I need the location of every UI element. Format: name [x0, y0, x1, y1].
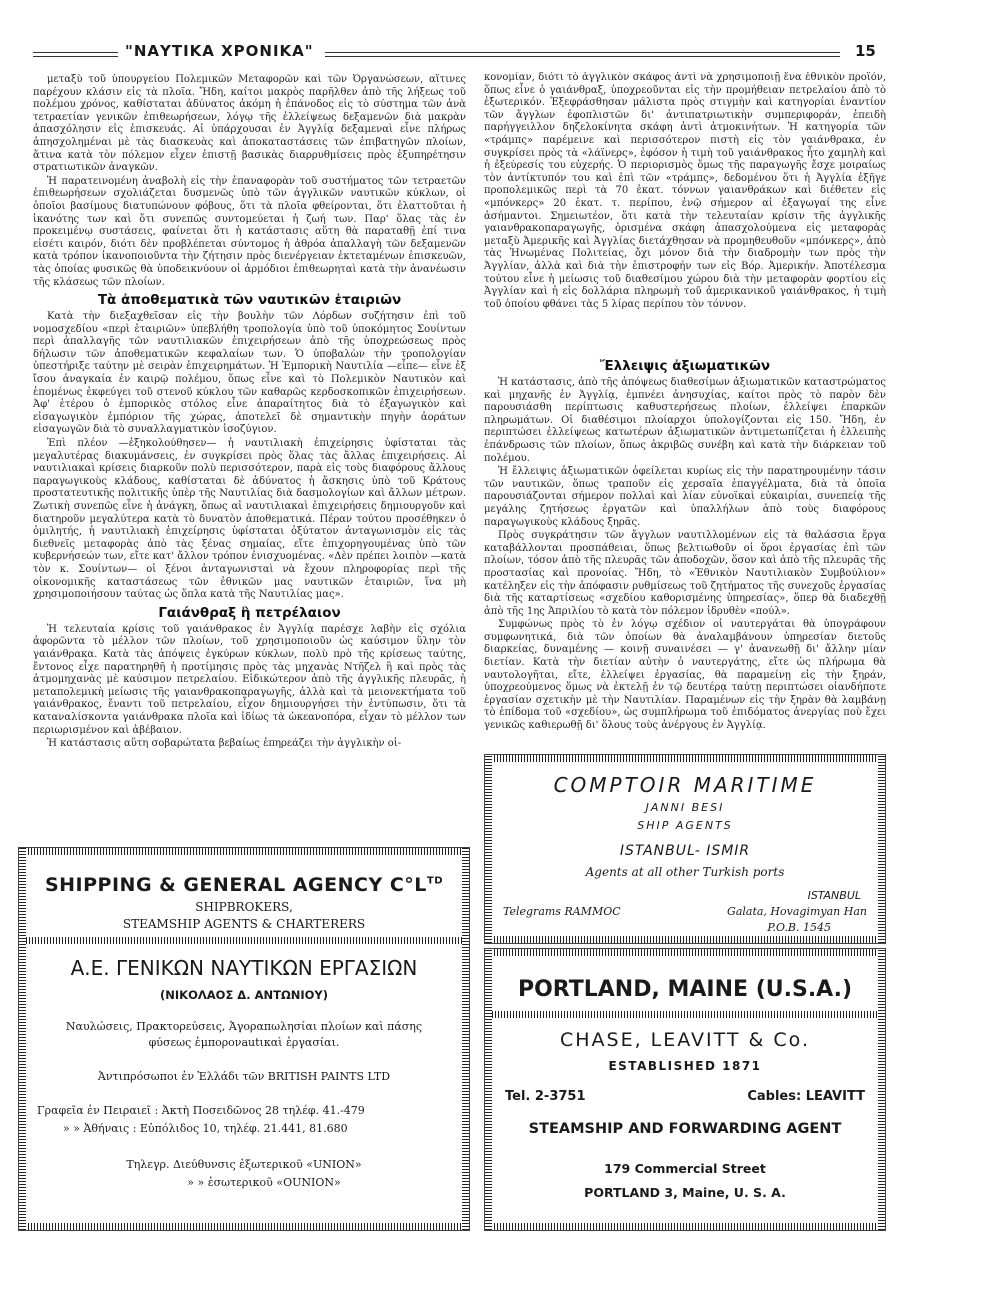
right-column-bottom — [484, 355, 886, 753]
ad-border — [462, 848, 469, 1230]
ad-shipping-general-agency — [18, 847, 470, 1231]
ad-city: ISTANBUL — [807, 889, 861, 902]
article-paragraph: Πρὸς συγκράτησιν τῶν ἄγγλων ναυτιλλομένων εἰς τὰ θαλάσσια ἔργα καταβάλλονται προσπάθειαι, ὅπως βελτιωθοῦν οἱ ὅροι ἐργασίας ἐπὶ τῶν πλοίων, τόσον ἀπὸ τῆς πλευρᾶς τῶν ἀποδοχῶν, ὅσον καὶ ἀπὸ τῆς πλευρᾶς τῆς προστασίας καὶ προνοίας. Ἤδη, τὸ «Ἐθνικὸν Ναυτιλιακὸν Συμβούλιον» κατέληξεν εἰς τὴν ἀπόφασιν ρυθμίσεως τοῦ ζητήματος τῆς συνεχοῦς ἐργασίας διὰ τῆς καταρτίσεως «σχεδίου καθορισμένης ὑπηρεσίας», ὅπερ θὰ διαδεχθῇ ἀπὸ τῆς 1ης Ἀπριλίου τὸ κατὰ τὸν πόλεμον ἱδρυθὲν «πούλ». — [484, 530, 886, 617]
article-paragraph: Ἡ κατάστασις αὕτη σοβαρώτατα βεβαίως ἐπηρεάζει τὴν ἀγγλικὴν οἰ- — [47, 738, 402, 750]
ad-border — [878, 755, 885, 943]
article-paragraph: κονομίαν, διότι τὸ ἀγγλικὸν σκάφος ἀντὶ νὰ χρησιμοποιῇ ἕνα ἐθνικὸν προϊόν, ὅπως εἶνε ὁ γαιάνθραξ, ὑποχρεοῦνται εἰς τὴν προμήθειαν πετρελαίου ἀπὸ τὸ ἐξωτερικόν. Ἐξεφράσθησαν μάλιστα πρὸς στιγμὴν καὶ κατηγορίαι ἐναντίον τῶν ἄγγλων ἐφοπλιστῶν δι' ἀντιπατριωτικὴν συμπεριφοράν, ἐπειδὴ παρήγγειλλον δηζελοκίνητα σκάφη ἀντὶ ἀτμοκινήτων. Ἡ κατηγορία τῶν «τράμπς» παρέμεινε καὶ περισσότερον πιστὴ εἰς τὸν γαιάνθρακα, ἐν συγκρίσει πρὸς τὰ «λάϊνερς», ἐφόσον ἡ τιμὴ τοῦ γαιάνθρακος ἦτο χαμηλὴ καὶ ἡ ἐξεύρεσίς του εὐχερής. Ὁ περιορισμὸς ὅμως τῆς παραγωγῆς ἔσχε μοιραίως τὸν ἀντίκτυπόν του καὶ ἐπὶ τῶν «τράμπς», δεδομένου ὅτι ἡ Ἀγγλία ἐξῆγε προπολεμικῶς περὶ τὰ 70 ἑκατ. τόννων γαιανθράκων καὶ διέθετεν εἰς «μπόνκερς» 20 ἑκατ. τ. περίπου, ἐνῷ σήμερον αἱ ἐξαγωγαί της εἶνε ἀσήμαντοι. Σημειωτέον, ὅτι κατὰ τὴν τελευταίαν κρίσιν τῆς ἀγγλικῆς γαιανθρακοπαραγωγῆς, ὁρισμένα σκάφη ἀπασχολούμενα εἰς μεταφορὰς μεταξὺ Ἀμερικῆς καὶ Ἀγγλίας διετάχθησαν νὰ προμηθευθοῦν «μπόνκερς», ἀπὸ τὰς Ἡνωμένας Πολιτείας, ὄχι μόνον διὰ τὴν διαδρομὴν των πρὸς τὴν Ἀγγλίαν, ἀλλὰ καὶ διὰ τὴν ἐπιστροφήν των εἰς Βόρ. Ἀμερικήν. Ἀποτέλεσμα τούτου εἶνε ἡ μείωσις τοῦ διαθεσίμου χώρου διὰ τὴν μεταφορὰν φορτίου εἰς Ἀγγλίαν καὶ ἡ εἰς δολλάρια πληρωμὴ τοῦ ἀμερικανικοῦ γαιάνθρακος, ἡ τιμὴ τοῦ ὁποίου φθάνει τὰς 5 λίρας περίπου τὸν τόννον. — [484, 72, 886, 310]
article-paragraph: Συμφώνως πρὸς τὸ ἐν λόγῳ σχέδιον οἱ ναυτεργάται θὰ ὑπογράφουν συμφωνητικά, διὰ τῶν ὁποίων θὰ ἀναλαμβάνουν ὑπηρεσίαν διετοῦς διαρκείας, δυναμένης — κοινῇ συναινέσει — γ' ἀνανεωθῇ δι' ἄλλην μίαν διετίαν. Κατὰ τὴν διετίαν αὐτὴν ὁ ναυτεργάτης, εἴτε ὡς πλήρωμα θὰ ναυτολογῆται, εἴτε, ἐλλείψει ἐργασίας, θὰ παραμείνῃ εἰς τὴν ξηράν, ὑποχρεούμενος ὅμως νὰ ἐκτελῇ ἐν τῷ δευτέρᾳ ταύτῃ περιπτώσει οἱανδήποτε ἐργασίαν σχετικὴν μὲ τὴν Ναυτιλίαν. Παραμένων εἰς τὴν ξηρὰν θὰ λαμβάνῃ τὸ ἐπίδομα τοῦ «σχεδίου», ὡς συμπλήρωμα τοῦ ἐπιδόματος ἀνεργίας ποὺ ἔχει γενικῶς καθιερωθῇ δι' ὅλους τοὺς ἀνέργους ἐν Ἀγγλίᾳ. — [484, 619, 886, 732]
header-rule-left — [33, 52, 118, 57]
ad-telegrams: Telegrams RAMMOC — [503, 905, 621, 918]
ad-service: STEAMSHIP AND FORWARDING AGENT — [528, 1121, 842, 1137]
ad-border — [485, 936, 885, 943]
ad-line: SHIPBROKERS, — [195, 900, 293, 914]
ad-company: CHASE, LEAVITT & Co. — [559, 1029, 811, 1051]
ad-services: Ναυλώσεις, Πρακτορεύσεις, Ἀγοραπωλησίαι πλοίων καὶ πάσης — [65, 1020, 423, 1033]
ad-office-athens: » » Ἀθήναις : Εὐπόλιδος 10, τηλέφ. 21.441, 81.680 — [63, 1122, 348, 1135]
ad-company-name: SHIPPING & GENERAL AGENCY $C^\circ L^{TD}$ — [44, 874, 444, 896]
page-number: 15 — [855, 42, 876, 60]
article-paragraph: Ἡ ἔλλειψις ἀξιωματικῶν ὀφείλεται κυρίως εἰς τὴν παρατηρουμένην τάσιν τῶν ναυτικῶν, ὅπως τραποῦν εἰς χερσαῖα ἐπαγγέλματα, διὰ τὰ ὁποῖα παρουσιάζονται σήμερον πολλαὶ καὶ λίαν εὐνοϊκαὶ εὐκαιρίαι, συνεπείᾳ τῆς μεγάλης ζητήσεως ἐργατῶν καὶ ὑπαλλήλων ἀπὸ τοὺς διαφόρους παραγωγικοὺς κλάδους ξηρᾶς. — [484, 466, 886, 528]
ad-services: φύσεως ἐμπορονautικαὶ ἐργασίαι. — [148, 1036, 340, 1049]
article-paragraph: Κατὰ τὴν διεξαχθεῖσαν εἰς τὴν βουλὴν τῶν Λόρδων συζήτησιν ἐπὶ τοῦ νομοσχεδίου «περὶ ἑταιριῶν» ὑπεβλήθη τροπολογία ὑπὸ τοῦ ὑποκόμητος Σουίντων περὶ ἀπαλλαγῆς τῶν ναυτιλιακῶν ἐπιχειρήσεων ἀπὸ τῆς ὑποχρεώσεως πρὸς δήλωσιν τῶν ἀποθεματικῶν κεφαλαίων των. Ὁ ὑποβαλὼν τὴν τροπολογίαν ὑπεστήριξε ταύτην μὲ σειρὰν ἐπιχειρημάτων. Ἡ Ἐμπορικὴ Ναυτιλία —εἶπε— εἶνε ἐξ ἴσου ἀναγκαία ἐν καιρῷ πολέμου, ὅπως εἶνε καὶ τὸ Πολεμικὸν Ναυτικὸν καὶ ἑπομένως ἐκφεύγει τοῦ στενοῦ κύκλου τῶν καθαρῶς κερδοσκοπικῶν ἐπιχειρήσεων. Ἀφ' ἑτέρου ὁ ἐμπορικὸς στόλος εἶνε ἀπαραίτητος διὰ τὸ ἐξαγωγικὸν καὶ εἰσαγωγικὸν ἐμπόριον τῆς χώρας, ἀποτελεῖ δὲ σημαντικὴν πηγὴν ἀοράτων εἰσαγωγῶν διὰ τὸ συναλλαγματικὸν ἰσοζύγιον. — [33, 311, 466, 436]
ad-owner: (ΝΙΚΟΛΑΟΣ Δ. ΑΝΤΩΝΙΟΥ) — [160, 988, 328, 1002]
ad-border — [485, 949, 885, 956]
ad-pob: P.O.B. 1545 — [767, 921, 831, 934]
ad-owner: JANNI BESI — [645, 801, 725, 814]
ad-title: PORTLAND, MAINE (U.S.A.) — [517, 977, 853, 1002]
article-paragraph: Ἡ τελευταία κρίσις τοῦ γαιάνθρακος ἐν Ἀγγλίᾳ παρέσχε λαβὴν εἰς σχόλια ἀφορῶντα τὸ μέλλον τῶν πλοίων, τοῦ χρησιμοποιοῦν ὡς καύσιμον ὕλην τὸν γαιάνθρακα. Κατὰ τὰς ἀπόψεις ἐγκύρων κύκλων, πολὺ πρὸ τῆς κρίσεως ταύτης, ἔντονος εἶχε παρατηρηθῆ ἡ προτίμησις πρὸς τὰς μηχανὰς Ντῆζελ ἢ καὶ πρὸς τὰς ἀτμομηχανὰς μὲ καύσιμον πετρελαίου. Εἰδικώτερον ἀπὸ τῆς ἀγγλικῆς πλευρᾶς, ἡ μεταπολεμικὴ μείωσις τῆς γαιανθρακοπαραγωγῆς, ἀλλὰ καὶ τὰ μειονεκτήματα τοῦ γαιάνθρακος, ἔναντι τοῦ πετρελαίου, εἶχον δημιουργήσει τὴν ἐντύπωσιν, ὅτι τὰ καταναλίσκοντα γαιάνθρακα πλοῖα καὶ ἰδίως τὰ ὠκεανοπόρα, εἶχαν τὸ μέλλον των περιωρισμένον καὶ ἀβέβαιον. — [33, 623, 466, 736]
ad-street: 179 Commercial Street — [604, 1161, 766, 1176]
ad-separator — [492, 1011, 878, 1018]
ad-border — [485, 755, 492, 943]
ad-tel: Tel. 2-3751 — [505, 1089, 586, 1104]
ad-border — [485, 949, 492, 1230]
article-paragraph: Ἐπὶ πλέον —ἐξηκολούθησεν— ἡ ναυτιλιακὴ ἐπιχείρησις ὑφίσταται τὰς μεγαλυτέρας διακυμάνσεις, ἐν συγκρίσει πρὸς ὅλας τὰς ἄλλας ἐπιχειρήσεις. Αἱ ναυτιλιακαὶ κρίσεις διαρκοῦν πολὺ περισσότερον, παρὰ εἰς τοὺς διαφόρους ἄλλους παραγωγικοὺς κλάδους, καθίσταται δὲ ἀδύνατος ἡ ἄσκησις ὑπὸ τοῦ Κράτους προστατευτικῆς πολιτικῆς ὑπὲρ τῆς Ναυτιλίας διὰ δασμολογίων καὶ ἄλλων μέτρων. Ζωτικὴ συνεπῶς εἶνε ἡ ἀνάγκη, ὅπως αἱ ναυτιλιακαὶ ἐπιχειρήσεις δημιουργοῦν καὶ διατηροῦν μεγαλύτερα κατὰ τὸ δυνατὸν ἀποθεματικά. Πέραν τούτου προσέθηκεν ὁ ὁμιλητής, ἡ ναυτιλιακὴ ἐπιχείρησις ὑφίσταται ὀξύτατον ἀνταγωνισμὸν εἰς τὰς διεθνεῖς μεταφορὰς ἀπὸ τὰς ξένας σημαίας, εἴτε ἐπιχορηγουμένας ὑπὸ τῶν κυβερνήσεών των, εἴτε κατ' ἄλλον τρόπον ἐνισχυομένας. «Δὲν πρέπει λοιπὸν —κατὰ τὸν κ. Σουίντων— οἱ ξένοι ἀνταγωνισταὶ νὰ ἔχουν πληροφορίας περὶ τῆς οἰκονομικῆς καταστάσεως τῶν ἐθνικῶν μας ναυτικῶν ἑταιριῶν, ἵνα μὴ χρησιμοποιήσουν ταύτας ὡς ὅπλα κατὰ τῆς Ναυτιλίας μας». — [33, 438, 466, 601]
ad-border — [19, 848, 26, 1230]
right-column-top — [484, 72, 886, 355]
ad-line: STEAMSHIP AGENTS & CHARTERERS — [122, 917, 366, 931]
section-heading-coal-oil: Γαιάνθραξ ἢ πετρέλαιον — [158, 604, 341, 621]
ad-border — [19, 848, 469, 855]
magazine-title: "ΝΑΥΤΙΚΑ ΧΡΟΝΙΚΑ" — [125, 42, 314, 60]
ad-cities: ISTANBUL- ISMIR — [619, 843, 751, 859]
section-heading-reserves: Τὰ ἀποθεματικὰ τῶν ναυτικῶν ἑταιριῶν — [97, 292, 402, 309]
ad-separator — [26, 937, 462, 944]
ad-portland-maine — [484, 948, 886, 1231]
ad-city: PORTLAND 3, Maine, U. S. A. — [584, 1185, 786, 1200]
ad-ports: Agents at all other Turkish ports — [585, 865, 785, 879]
article-paragraph: μεταξὺ τοῦ ὑπουργείου Πολεμικῶν Μεταφορῶν καὶ τῶν Ὀργανώσεων, αἵτινες παρέχουν κλάσιν εἰς τὰ πλοῖα. Ἤδη, καίτοι μακρὸς παρῆλθεν ἀπὸ τῆς λήξεως τοῦ πολέμου χρόνος, καθίσταται ἀδύνατος ἀκόμη ἡ ἐπάνοδος εἰς τὸ σύστημα τῶν ἀνὰ τετραετίαν γενικῶν ἐπιθεωρήσεων, λόγῳ τῆς ἐλλείψεως δεξαμενῶν διὰ μακρὰν ἀπασχόλησιν εἰς ἐπισκευάς. Αἱ ὑπάρχουσαι ἐν Ἀγγλίᾳ δεξαμεναὶ εἶνε πλήρως ἀπησχολημέναι μὲ τὰς διασκευὰς καὶ ἀποκαταστάσεις τῶν ἐπιβατηγῶν πλοίων, ἅτινα κατὰ τὸν πόλεμον εἶχεν ἐπιστῇ βασικὰς διαρρυθμίσεις πρὸς ἐξυπηρέτησιν στρατιωτικῶν ἀναγκῶν. — [33, 74, 466, 174]
section-heading-officers: Ἔλλειψις ἀξιωματικῶν — [599, 358, 771, 374]
ad-border — [485, 1223, 885, 1230]
ad-telegraph-domestic: » » ἐσωτερικοῦ «OUNION» — [187, 1176, 341, 1189]
page-header — [33, 42, 880, 64]
ad-office-piraeus: Γραφεῖα ἐν Πειραιεῖ : Ἀκτὴ Ποσειδῶνος 28 τηλέφ. 41.-479 — [37, 1104, 365, 1117]
article-paragraph: Ἡ κατάστασις, ἀπὸ τῆς ἀπόψεως διαθεσίμων ἀξιωματικῶν καταστρώματος καὶ μηχανῆς ἐν Ἀγγλίᾳ, ἐμπνέει ἀνησυχίας, καίτοι πρὸς τὸ παρὸν δὲν παρουσιάσθη περίπτωσις καθυστερήσεως πλοίων, ἐλλείψει ἐπαρκῶν πληρωμάτων. Οἱ διαθέσιμοι πλοίαρχοι ὑπολογίζονται εἰς 150. Ἤδη, ἐν περιπτώσει ἐλλείψεως κατωτέρων ἀξιωματικῶν ἀντιμετωπίζεται ἡ ἐλλειπὴς ἐπάνδρωσις τῶν πλοίων, ὅπως ἀκριβῶς συνέβη καὶ κατὰ τὴν διάρκειαν τοῦ πολέμου. — [484, 377, 886, 464]
ad-address: Galata, Hovagimyan Han — [727, 905, 867, 918]
ad-role: SHIP AGENTS — [637, 819, 733, 832]
ad-cables: Cables: LEAVITT — [747, 1089, 865, 1104]
ad-greek-company-name: Α.Ε. ΓΕΝΙΚΩΝ ΝΑΥΤΙΚΩΝ ΕΡΓΑΣΙΩΝ — [70, 956, 418, 980]
ad-comptoir-maritime — [484, 754, 886, 944]
ad-established: ESTABLISHED 1871 — [608, 1059, 762, 1073]
ad-title: COMPTOIR MARITIME — [553, 773, 817, 797]
header-rule-right — [325, 52, 840, 57]
ad-telegraph-foreign: Τηλεγρ. Διεύθυνσις ἐξωτερικοῦ «UNION» — [126, 1158, 362, 1171]
left-column — [33, 74, 466, 841]
ad-representative: Ἀντιπρόσωποι ἐν Ἑλλάδι τῶν BRITISH PAINTS LTD — [97, 1070, 391, 1083]
ad-border — [878, 949, 885, 1230]
ad-border — [485, 755, 885, 762]
article-paragraph: Ἡ παρατεινομένη ἀναβολὴ εἰς τὴν ἐπαναφορὰν τοῦ συστήματος τῶν τετραετῶν ἐπιθεωρήσεων σχολιάζεται δυσμενῶς ὑπὸ τῶν ἀγγλικῶν ναυτικῶν κύκλων, οἱ ὁποῖοι βασίμους διατυπώνουν φόβους, ὅτι τὰ πλοῖα φθείρονται, ὅτι ἐλαττοῦται ἡ ἱκανότης των καὶ ὅτι συνεπῶς συντομεύεται ἡ ζωή των. Παρ' ὅλας τὰς ἐν προκειμένῳ συστάσεις, φαίνεται ὅτι ἡ κατάστασις αὕτη θὰ παραταθῇ ἐπί τινα εἰσέτι καιρόν, διότι δὲν προβλέπεται σύντομος ἡ ἀθρόα ἀπαλλαγὴ τῶν δεξαμενῶν κατὰ τρόπον ἱκανοποιοῦντα τὴν ζήτησιν πρὸς διενέργειαν ἐκτεταμένων ἐπισκευῶν, τὰς ὁποίας φυσικῶς θὰ ὑποδεικνύουν οἱ ἁρμόδιοι ἐπιθεωρηταὶ κατὰ τὴν ἀνανέωσιν τῆς κλάσεως τῶν πλοίων. — [33, 175, 466, 288]
ad-border — [19, 1223, 469, 1230]
